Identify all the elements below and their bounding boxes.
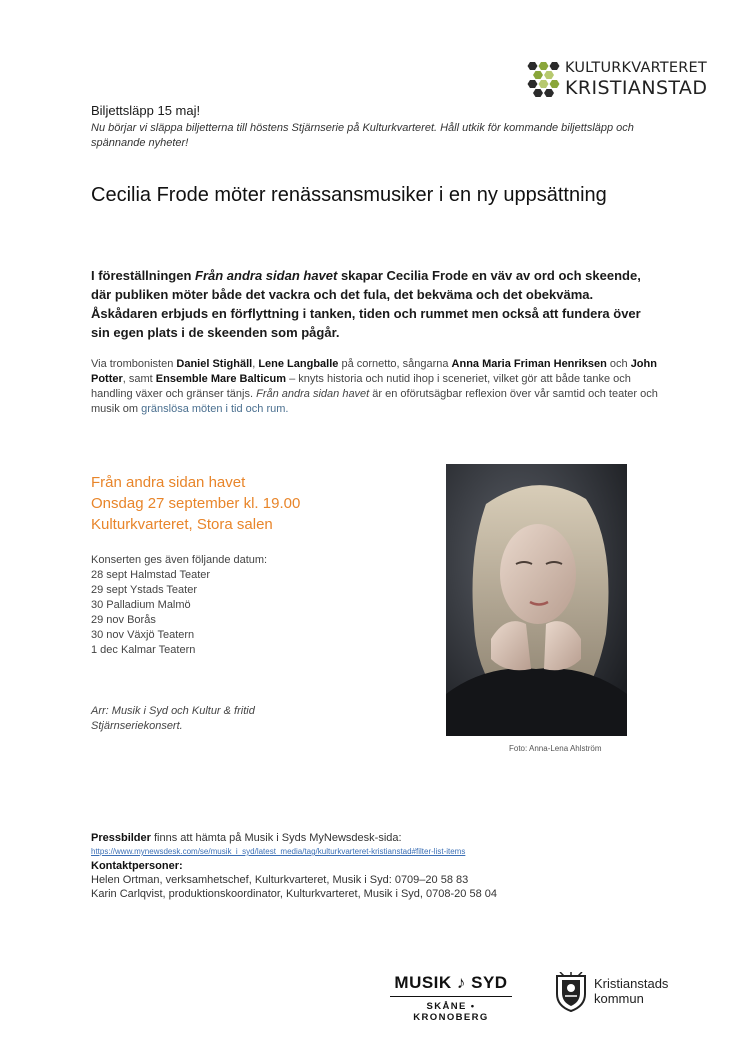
intro-text: Nu börjar vi släppa biljetterna till höstens Stjärnserie på Kulturkvarteret. Håll utkik för kommande biljettsläpp och spännande nyheter!: [91, 122, 634, 149]
kommun-text: [594, 976, 668, 1006]
body-t6: – knyts historia och nutid ihop i sceneriet, vilket gör att både tanke och handling växer och gränser tänjs.: [91, 373, 631, 400]
performer-john: John Potter: [91, 358, 657, 385]
logo-text: [565, 60, 707, 99]
contact-item: Karin Carlqvist, produktionskoordinator, Kulturkvarteret, Musik i Syd, 0708-20 58 04: [91, 888, 497, 900]
performer-daniel: Daniel Stighäll: [176, 358, 253, 370]
press-line: [91, 831, 691, 845]
contact-item: Helen Ortman, verksamhetschef, Kulturkvarteret, Musik i Syd: 0709–20 58 83: [91, 874, 469, 886]
date-item: 30 Palladium Malmö: [91, 599, 191, 611]
logo-line1: KULTURKVARTERET: [565, 60, 707, 76]
musik-logo-top: MUSIK ♪ SYD: [390, 972, 512, 997]
musik-i-syd-logo: [390, 972, 512, 1023]
lead-title: Från andra sidan havet: [195, 268, 338, 283]
press-info: [91, 831, 691, 901]
press-label: Pressbilder: [91, 832, 151, 844]
body-t2: ,: [252, 358, 259, 370]
logo-line2: KRISTIANSTAD: [565, 77, 708, 99]
event-date: Onsdag 27 september kl. 19.00: [91, 495, 301, 512]
contacts-label-text: Kontaktpersoner:: [91, 860, 183, 872]
date-item: 30 nov Växjö Teatern: [91, 629, 195, 641]
musik-logo-bottom: SKÅNE • KRONOBERG: [413, 1001, 489, 1023]
body-t5: , samt: [122, 373, 156, 385]
body-paragraph: [91, 357, 671, 417]
lead-post: skapar Cecilia Frode en väv av ord och skeende, där publiken möter både det vackra och det fula, det bekväma och det obekväma. Åskådaren erbjuds en förflyttning i tanken, tiden och rummet men också att fundera över sin egen plats i de skeenden som pågår.: [91, 268, 641, 340]
performer-lene: Lene Langballe: [258, 358, 339, 370]
performer-anna: Anna Maria Friman Henriksen: [451, 358, 607, 370]
body-link[interactable]: gränslösa möten i tid och rum.: [141, 403, 289, 415]
portrait-photo: [446, 464, 627, 736]
arr-line2: Stjärnseriekonsert.: [91, 720, 183, 732]
date-item: 29 nov Borås: [91, 614, 156, 626]
additional-dates: [91, 553, 267, 658]
body-t3: på cornetto, sångarna: [338, 358, 452, 370]
performer-ensemble: Ensemble Mare Balticum: [155, 373, 287, 385]
intro-title: Biljettsläpp 15 maj!: [91, 103, 201, 118]
body-t7: är en oförutsägbar reflexion över vår samtid och teater och musik om: [91, 388, 658, 415]
date-item: 29 sept Ystads Teater: [91, 584, 197, 596]
dates-intro: Konserten ges även följande datum:: [91, 554, 268, 566]
event-title: Från andra sidan havet: [91, 474, 246, 491]
kulturkvarteret-logo: [524, 60, 724, 102]
event-info: [91, 472, 300, 535]
photo-caption: Foto: Anna-Lena Ahlström: [509, 744, 602, 753]
date-item: 28 sept Halmstad Teater: [91, 569, 211, 581]
page-title: Cecilia Frode möter renässansmusiker i en ny uppsättning: [91, 184, 607, 206]
kristianstads-kommun-logo: [554, 972, 694, 1014]
date-item: 1 dec Kalmar Teatern: [91, 644, 196, 656]
body-t4: och: [606, 358, 631, 370]
kommun-line2: kommun: [594, 991, 644, 1006]
kommun-line1: Kristianstads: [594, 976, 669, 991]
portrait-image: [446, 464, 627, 736]
body-italic-title: Från andra sidan havet: [256, 388, 370, 400]
arr-line1: Arr: Musik i Syd och Kultur & fritid: [91, 705, 255, 717]
lead-paragraph: [91, 266, 661, 342]
arranger-info: [91, 704, 255, 734]
event-venue: Kulturkvarteret, Stora salen: [91, 516, 273, 533]
press-text: finns att hämta på Musik i Syds MyNewsdesk-sida:: [150, 832, 402, 844]
body-t1: Via trombonisten: [91, 358, 177, 370]
press-url-link[interactable]: https://www.mynewsdesk.com/se/musik_i_syd/latest_media/tag/kulturkvarteret-kristianstad#filter-list-items: [91, 847, 466, 856]
hexagon-logo-icon: [524, 60, 562, 100]
lead-pre: I föreställningen: [91, 268, 196, 283]
coat-of-arms-icon: [554, 972, 588, 1012]
contacts-label: [91, 859, 691, 873]
